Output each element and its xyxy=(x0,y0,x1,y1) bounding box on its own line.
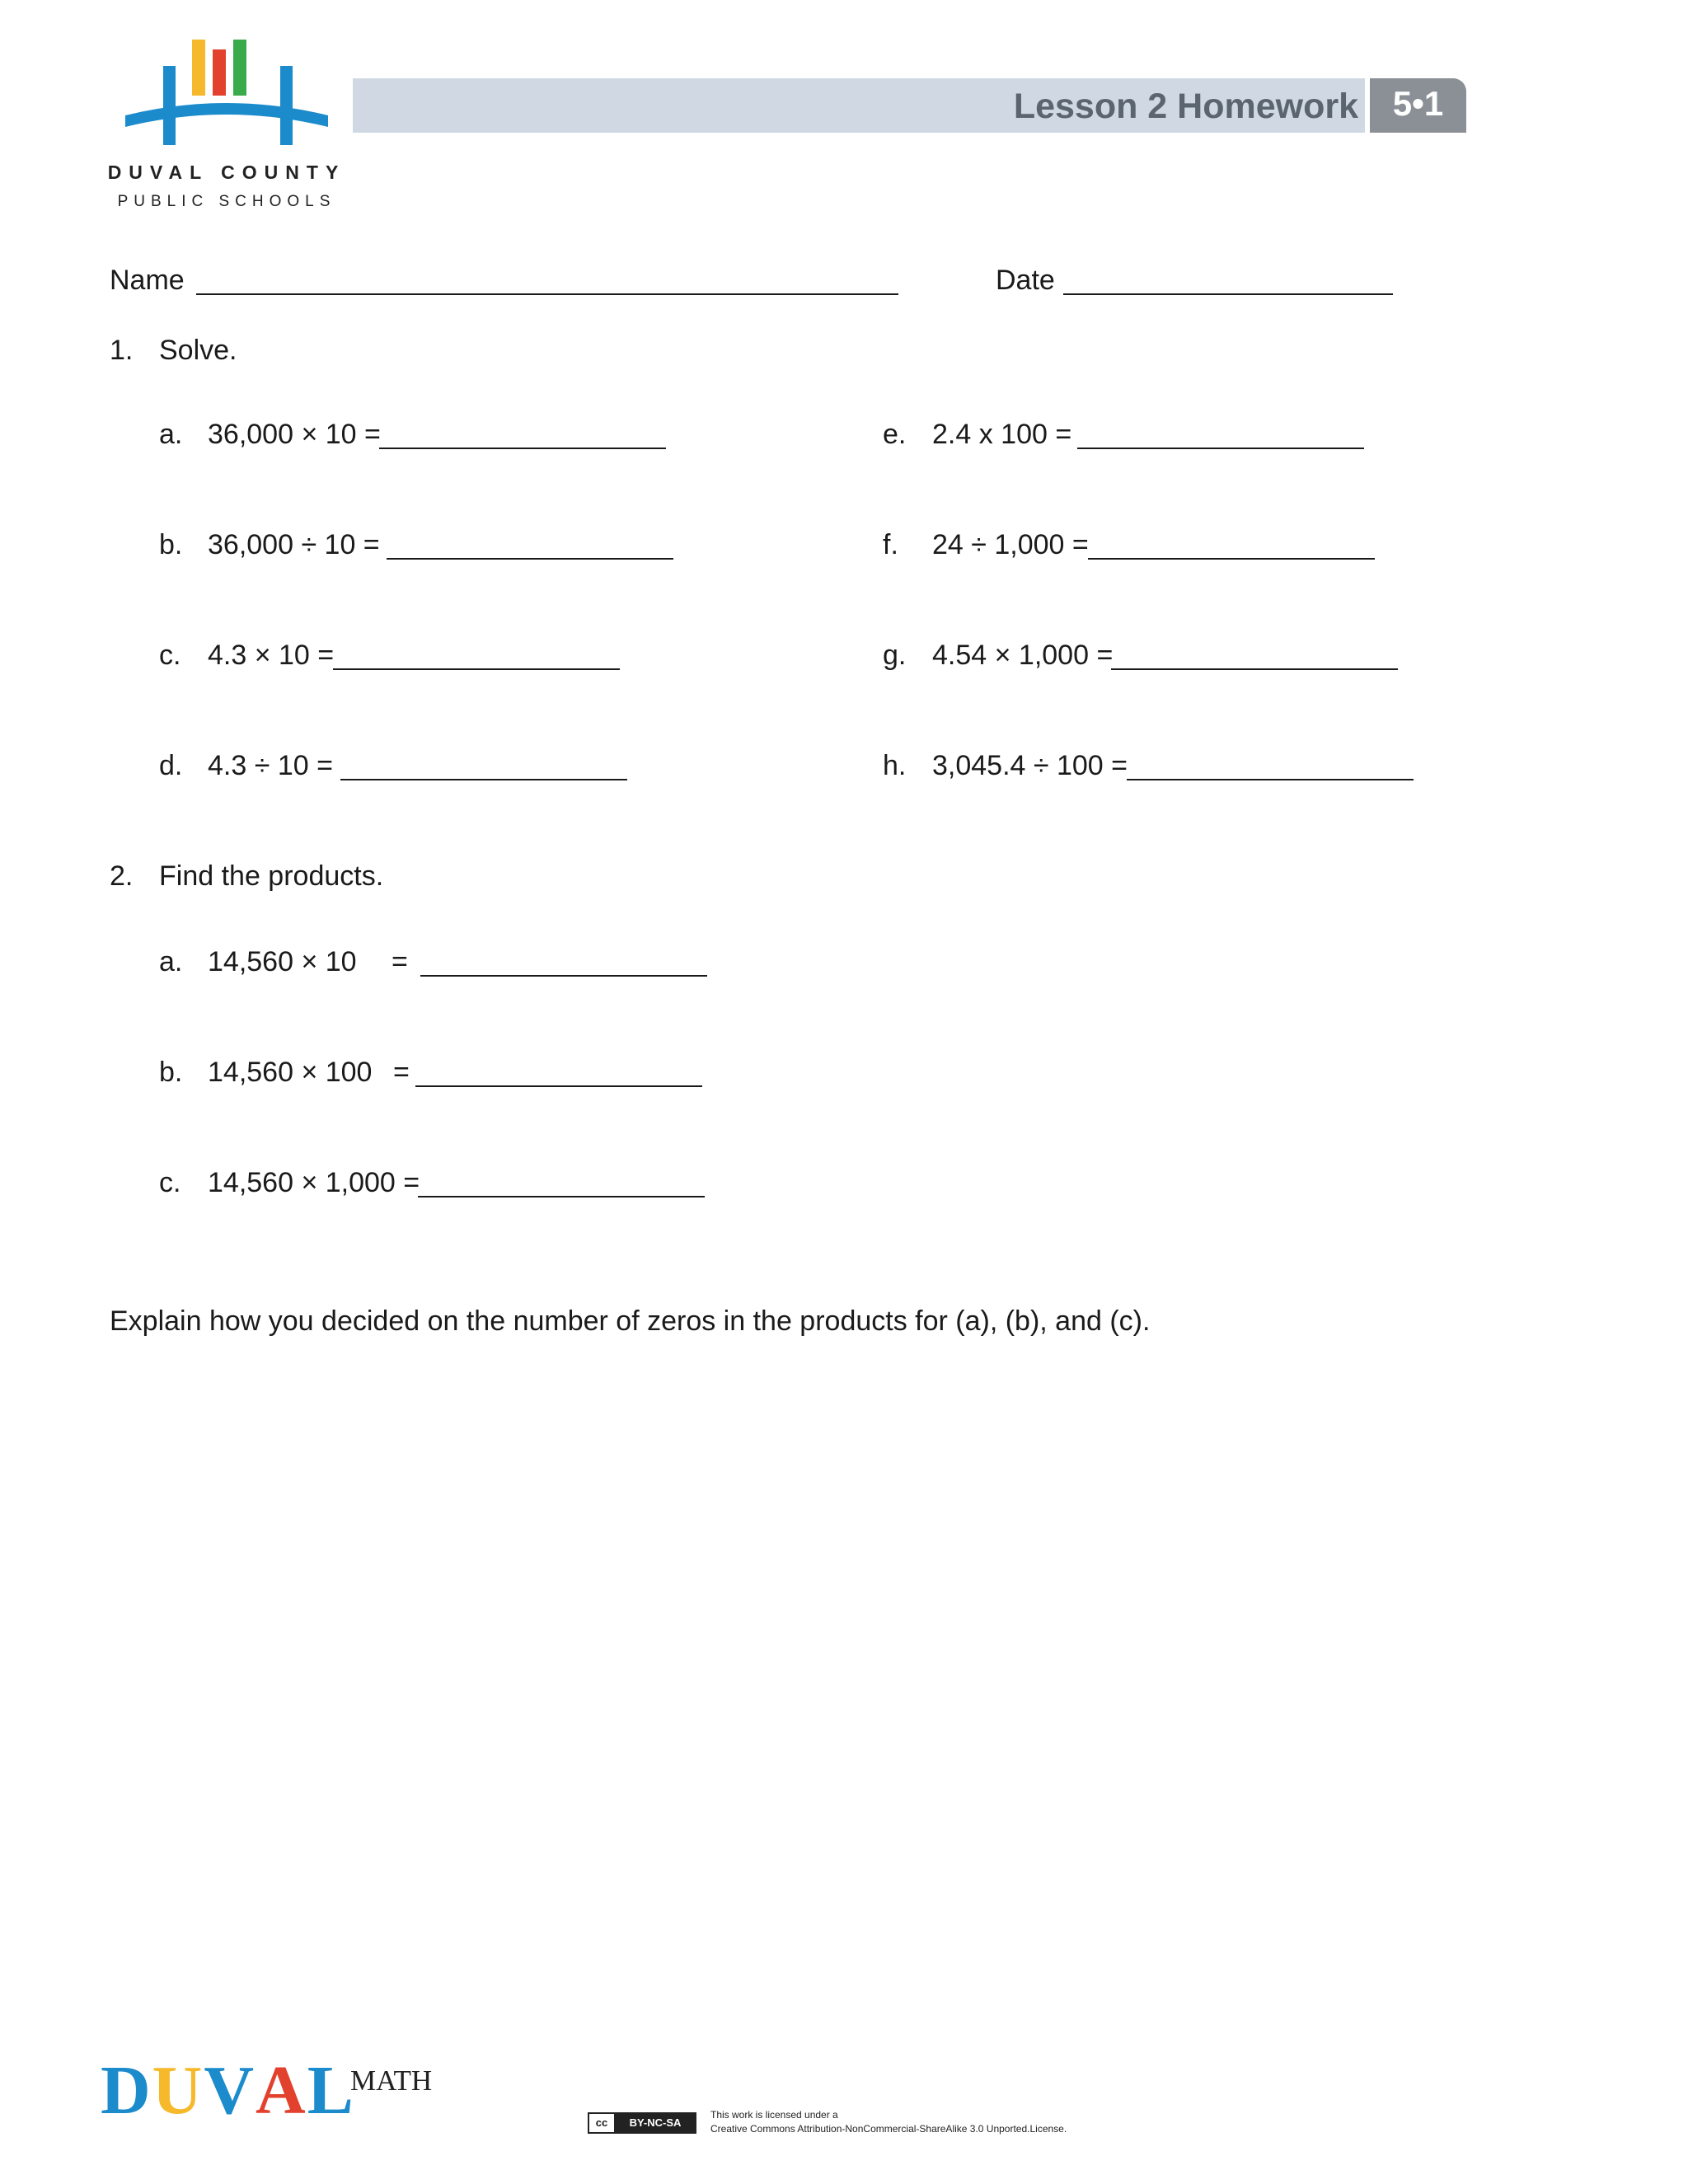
problem-1h-expression: 3,045.4 ÷ 100 = xyxy=(932,750,1128,781)
lesson-title: Lesson 2 Homework xyxy=(1013,87,1358,126)
cc-badge-label: BY-NC-SA xyxy=(616,2114,695,2132)
logo-arch xyxy=(125,103,328,127)
problem-1a-letter: a. xyxy=(159,419,183,450)
problem-1c-expression: 4.3 × 10 = xyxy=(208,640,335,671)
module-badge: 5•1 xyxy=(1370,78,1466,133)
date-label: Date xyxy=(996,265,1055,296)
problem-1-number: 1. xyxy=(110,335,134,366)
problem-1d-expression: 4.3 ÷ 10 = xyxy=(208,750,333,781)
problem-2c-expression: 14,560 × 1,000 = xyxy=(208,1167,420,1198)
bridge-logo-icon xyxy=(124,35,330,150)
problem-2c-letter: c. xyxy=(159,1167,181,1198)
answer-blank-1a[interactable] xyxy=(379,448,666,449)
logo-bar-yellow xyxy=(192,40,205,96)
duval-math-logo xyxy=(101,2052,355,2129)
problem-2a-expression: 14,560 × 10 xyxy=(208,946,357,977)
answer-blank-1d[interactable] xyxy=(340,779,627,780)
license-line-2: Creative Commons Attribution-NonCommercial-ShareAlike 3.0 Unported.License. xyxy=(710,2123,1067,2135)
problem-1b-letter: b. xyxy=(159,529,183,560)
duval-letter: V xyxy=(204,2052,256,2129)
logo-text-county: DUVAL COUNTY xyxy=(107,162,346,183)
name-label: Name xyxy=(110,265,185,296)
date-field[interactable] xyxy=(1063,293,1393,295)
problem-2a-equals: = xyxy=(392,946,408,977)
problem-1g-expression: 4.54 × 1,000 = xyxy=(932,640,1114,671)
license-text xyxy=(710,2108,1067,2136)
logo-pillar-right xyxy=(280,66,293,145)
logo-bar-red xyxy=(213,49,226,96)
problem-2a-letter: a. xyxy=(159,946,183,977)
logo-text-schools: PUBLIC SCHOOLS xyxy=(117,193,336,210)
answer-blank-2a[interactable] xyxy=(420,975,707,977)
problem-2b-equals: = xyxy=(393,1057,410,1088)
math-label: MATH xyxy=(350,2064,433,2097)
problem-1a-expression: 36,000 × 10 = xyxy=(208,419,381,450)
problem-1e-expression: 2.4 x 100 = xyxy=(932,419,1072,450)
problem-1b-expression: 36,000 ÷ 10 = xyxy=(208,529,380,560)
problem-2b-expression: 14,560 × 100 xyxy=(208,1057,373,1088)
cc-icon: cc xyxy=(589,2114,616,2132)
problem-1f-letter: f. xyxy=(883,529,898,560)
explanation-area[interactable] xyxy=(110,1360,1428,2019)
duval-letter: A xyxy=(256,2052,307,2129)
duval-letter: L xyxy=(307,2052,355,2129)
logo-pillar-left xyxy=(163,66,176,145)
license-line-1: This work is licensed under a xyxy=(710,2109,838,2121)
explain-prompt: Explain how you decided on the number of zeros in the products for (a), (b), and (c). xyxy=(110,1305,1151,1337)
answer-blank-1b[interactable] xyxy=(387,558,673,560)
name-field[interactable] xyxy=(196,293,898,295)
problem-1e-letter: e. xyxy=(883,419,907,450)
problem-1g-letter: g. xyxy=(883,640,907,671)
duval-county-logo xyxy=(124,35,330,150)
problem-1h-letter: h. xyxy=(883,750,907,781)
duval-letter: U xyxy=(152,2052,204,2129)
problem-1-instruction: Solve. xyxy=(159,335,237,366)
answer-blank-2c[interactable] xyxy=(418,1196,705,1197)
answer-blank-1h[interactable] xyxy=(1127,779,1414,780)
answer-blank-1f[interactable] xyxy=(1088,558,1375,560)
problem-2-instruction: Find the products. xyxy=(159,860,384,892)
answer-blank-1c[interactable] xyxy=(333,668,620,670)
problem-1f-expression: 24 ÷ 1,000 = xyxy=(932,529,1089,560)
logo-bar-green xyxy=(233,40,246,96)
cc-license-badge[interactable] xyxy=(588,2112,696,2134)
problem-2-number: 2. xyxy=(110,860,134,892)
answer-blank-1g[interactable] xyxy=(1111,668,1398,670)
problem-2b-letter: b. xyxy=(159,1057,183,1088)
problem-1c-letter: c. xyxy=(159,640,181,671)
answer-blank-1e[interactable] xyxy=(1077,448,1364,449)
duval-letter: D xyxy=(101,2052,152,2129)
answer-blank-2b[interactable] xyxy=(415,1085,702,1087)
problem-1d-letter: d. xyxy=(159,750,183,781)
